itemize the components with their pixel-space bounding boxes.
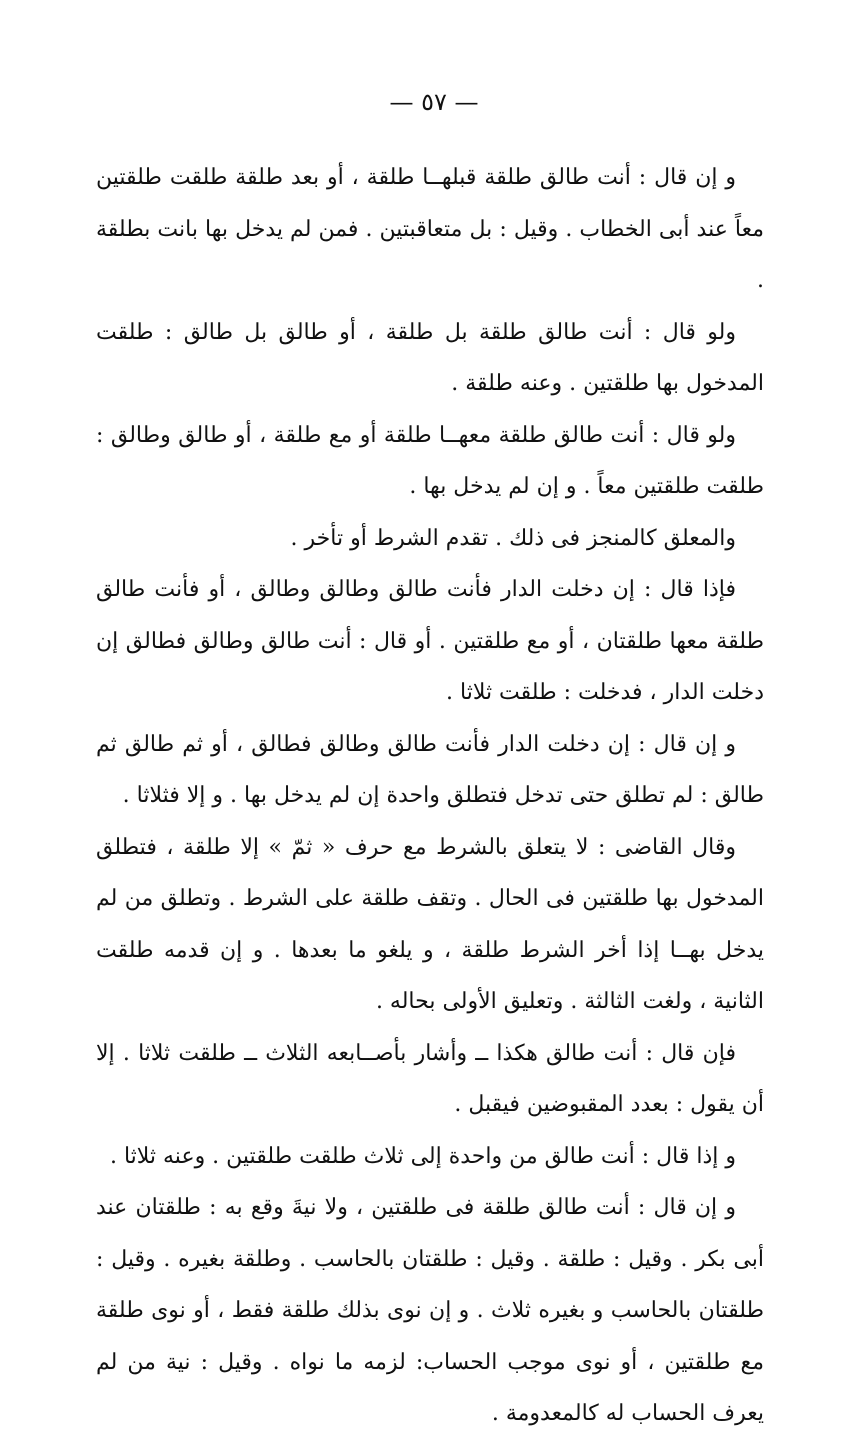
paragraph: والمعلق كالمنجز فى ذلك . تقدم الشرط أو تأخر . <box>290 525 736 551</box>
body-text <box>96 152 764 1440</box>
paragraph: وقال القاضى : لا يتعلق بالشرط مع حرف « ثمّ » إلا طلقة ، فتطلق المدخول بها طلقتين فى الحال . وتقف طلقة على الشرط . وتطلق من لم يدخل بهــا إذا أخر الشرط طلقة ، و يلغو ما بعدها . و إن قدمه طلقت الثانية ، ولغت الثالثة . وتعليق الأولى بحاله . <box>96 834 764 1014</box>
paragraph: ولو قال : أنت طالق طلقة بل طلقة ، أو طالق بل طالق : طلقت المدخول بها طلقتين . وعنه طلقة . <box>96 319 764 396</box>
paragraph: و إذا قال : أنت طالق من واحدة إلى ثلاث طلقت طلقتين . وعنه ثلاثا . <box>109 1143 736 1169</box>
paragraph: فإذا قال : إن دخلت الدار فأنت طالق وطالق وطالق ، أو فأنت طالق طلقة معها طلقتان ، أو مع طلقتين . أو قال : أنت طالق وطالق فطالق إن دخلت الدار ، فدخلت : طلقت ثلاثا . <box>96 577 764 705</box>
paragraph: فإن قال : أنت طالق هكذا ــ وأشار بأصــابعه الثلاث ــ طلقت ثلاثا . إلا أن يقول : بعدد المقبوضين فيقبل . <box>96 1040 764 1117</box>
paragraph: و إن قال : أنت طالق طلقة قبلهــا طلقة ، أو بعد طلقة طلقت طلقتين معاً عند أبى الخطاب . وقيل : بل متعاقبتين . فمن لم يدخل بها بانت بطلقة . <box>96 165 764 293</box>
paragraph: و إن قال : إن دخلت الدار فأنت طالق وطالق فطالق ، أو ثم طالق ثم طالق : لم تطلق حتى تدخل فتطلق واحدة إن لم يدخل بها . و إلا فثلاثا . <box>96 731 764 808</box>
paragraph: ولو قال : أنت طالق طلقة معهــا طلقة أو مع طلقة ، أو طالق وطالق : طلقت طلقتين معاً . و إن لم يدخل بها . <box>96 422 764 499</box>
page-number: — ٥٧ — <box>389 88 479 116</box>
paragraph: و إن قال : أنت طالق طلقة فى طلقتين ، ولا نيةَ وقع به : طلقتان عند أبى بكر . وقيل : طلقة . وقيل : طلقتان بالحاسب . وطلقة بغيره . وقيل : طلقتان بالحاسب و بغيره ثلاث . و إن نوى بذلك طلقة فقط ، أو نوى طلقة مع طلقتين ، أو نوى موجب الحساب: لزمه ما نواه . وقيل : نية من لم يعرف الحساب له كالمعدومة . <box>96 1195 764 1426</box>
